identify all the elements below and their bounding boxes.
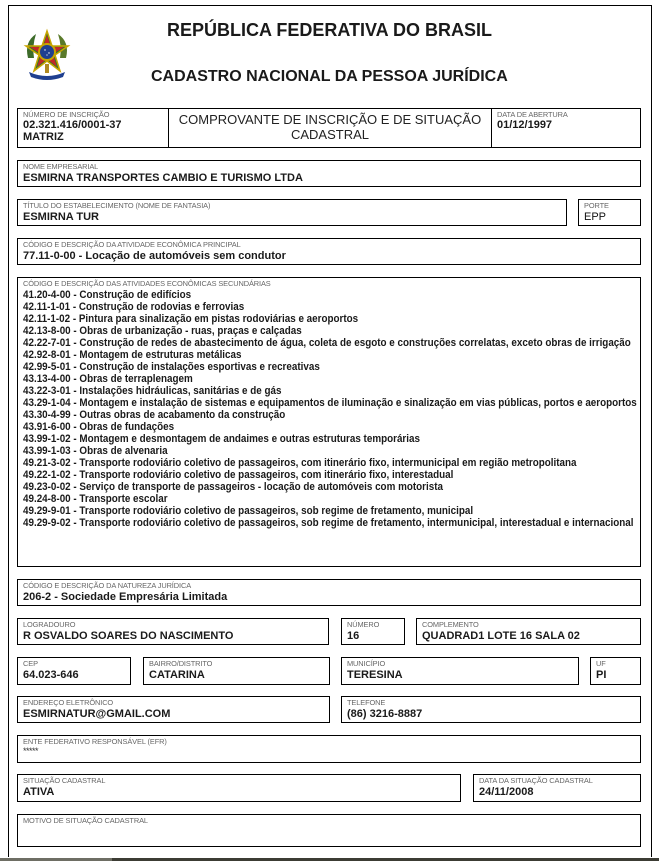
atividade-secundaria-item: 41.20-4-00 - Construção de edifícios — [23, 289, 192, 301]
situacao-cadastral-value: ATIVA — [23, 786, 55, 798]
atividade-secundaria-item: 42.92-8-01 - Montagem de estruturas metálicas — [23, 349, 242, 361]
porte-value: EPP — [584, 211, 607, 223]
complemento-field — [416, 618, 641, 645]
atividade-secundaria-item: 43.30-4-99 - Outras obras de acabamento da construção — [23, 409, 286, 421]
numero-label: NÚMERO — [347, 620, 380, 629]
titulo-estabelecimento-field — [17, 199, 567, 226]
numero-inscricao-value: 02.321.416/0001-37 — [23, 119, 122, 131]
situacao-cadastral-label: SITUAÇÃO CADASTRAL — [23, 776, 106, 785]
atividade-secundaria-item: 43.29-1-04 - Montagem e instalação de sistemas e equipamentos de iluminação e sinalização em vias públicas, portos e aeroportos — [23, 397, 637, 409]
atividade-secundaria-item: 42.22-7-01 - Construção de redes de abastecimento de água, coleta de esgoto e construções correlatas, exceto obras de irrigação — [23, 337, 631, 349]
cep-value: 64.023-646 — [23, 669, 79, 681]
email-field — [17, 696, 330, 723]
bairro-value: CATARINA — [149, 669, 205, 681]
complemento-value: QUADRAD1 LOTE 16 SALA 02 — [422, 630, 580, 642]
telefone-field — [341, 696, 641, 723]
atividade-secundaria-item: 49.22-1-02 - Transporte rodoviário coletivo de passageiros, com itinerário fixo, interestadual — [23, 469, 454, 481]
data-abertura-value: 01/12/1997 — [497, 119, 553, 131]
atividade-secundaria-item: 42.11-1-02 - Pintura para sinalização em pistas rodoviárias e aeroportos — [23, 313, 359, 325]
atividade-secundaria-item: 49.23-0-02 - Serviço de transporte de passageiros - locação de automóveis com motorista — [23, 481, 443, 493]
logradouro-label: LOGRADOURO — [23, 620, 76, 629]
atividade-secundaria-item: 43.13-4-00 - Obras de terraplenagem — [23, 373, 193, 385]
nome-empresarial-value: ESMIRNA TRANSPORTES CAMBIO E TURISMO LTDA — [23, 172, 303, 184]
data-abertura-field — [491, 108, 641, 148]
atividades-secundarias-list — [23, 289, 642, 529]
page-subtitle: CADASTRO NACIONAL DA PESSOA JURÍDICA — [151, 68, 508, 85]
telefone-label: TELEFONE — [347, 698, 386, 707]
titulo-estabelecimento-label: TÍTULO DO ESTABELECIMENTO (NOME DE FANTASIA) — [23, 201, 211, 210]
atividade-principal-value: 77.11-0-00 - Locação de automóveis sem condutor — [23, 250, 286, 262]
porte-field — [578, 199, 641, 226]
efr-label: ENTE FEDERATIVO RESPONSÁVEL (EFR) — [23, 737, 167, 746]
natureza-juridica-value: 206-2 - Sociedade Empresária Limitada — [23, 591, 228, 603]
uf-label: UF — [596, 659, 606, 668]
motivo-situacao-label: MOTIVO DE SITUAÇÃO CADASTRAL — [23, 816, 148, 825]
natureza-juridica-field — [17, 579, 641, 606]
email-value: ESMIRNATUR@GMAIL.COM — [23, 708, 171, 720]
document-title-line1: COMPROVANTE DE INSCRIÇÃO E DE SITUAÇÃO — [178, 112, 482, 127]
situacao-cadastral-field — [17, 774, 461, 802]
atividade-principal-label: CÓDIGO E DESCRIÇÃO DA ATIVIDADE ECONÔMICA PRINCIPAL — [23, 240, 241, 249]
atividade-secundaria-item: 49.21-3-02 - Transporte rodoviário coletivo de passageiros, com itinerário fixo, intermunicipal em região metropolitana — [23, 457, 577, 469]
document-title-line2: CADASTRAL — [290, 127, 370, 142]
atividade-secundaria-item: 43.99-1-03 - Obras de alvenaria — [23, 445, 168, 457]
cep-field — [17, 657, 131, 685]
atividade-secundaria-item: 49.29-9-01 - Transporte rodoviário coletivo de passageiros, sob regime de fretamento, municipal — [23, 505, 474, 517]
brazil-coat-of-arms-icon — [22, 28, 72, 83]
atividades-secundarias-label: CÓDIGO E DESCRIÇÃO DAS ATIVIDADES ECONÔMICAS SECUNDÁRIAS — [23, 279, 271, 288]
efr-value: ***** — [23, 746, 39, 756]
atividade-secundaria-item: 43.91-6-00 - Obras de fundações — [23, 421, 175, 433]
municipio-label: MUNICÍPIO — [347, 659, 386, 668]
atividade-secundaria-item: 49.29-9-02 - Transporte rodoviário coletivo de passageiros, sob regime de fretamento, intermunicipal, interestadual e internacional — [23, 517, 634, 529]
atividade-principal-field — [17, 238, 641, 265]
uf-value: PI — [596, 669, 607, 681]
nome-empresarial-label: NOME EMPRESARIAL — [23, 162, 99, 171]
porte-label: PORTE — [584, 201, 609, 210]
cep-label: CEP — [23, 659, 38, 668]
nome-empresarial-field — [17, 160, 641, 187]
atividade-secundaria-item: 42.11-1-01 - Construção de rodovias e ferrovias — [23, 301, 245, 313]
page-title: REPÚBLICA FEDERATIVA DO BRASIL — [167, 20, 493, 40]
logradouro-value: R OSVALDO SOARES DO NASCIMENTO — [23, 630, 234, 642]
atividade-secundaria-item: 43.22-3-01 - Instalações hidráulicas, sanitárias e de gás — [23, 385, 282, 397]
motivo-situacao-field — [17, 814, 641, 847]
bairro-label: BAIRRO/DISTRITO — [149, 659, 213, 668]
bairro-field — [143, 657, 330, 685]
numero-value: 16 — [347, 630, 360, 642]
data-situacao-value: 24/11/2008 — [479, 786, 534, 798]
municipio-value: TERESINA — [347, 669, 403, 681]
telefone-value: (86) 3216-8887 — [347, 708, 423, 720]
municipio-field — [341, 657, 579, 685]
numero-field — [341, 618, 405, 645]
email-label: ENDEREÇO ELETRÔNICO — [23, 698, 114, 707]
numero-inscricao-field — [17, 108, 169, 148]
data-situacao-label: DATA DA SITUAÇÃO CADASTRAL — [479, 776, 593, 785]
atividade-secundaria-item: 43.99-1-02 - Montagem e desmontagem de andaimes e outras estruturas temporárias — [23, 433, 420, 445]
atividades-secundarias-field — [17, 277, 641, 567]
efr-field — [17, 735, 641, 763]
numero-inscricao-label: NÚMERO DE INSCRIÇÃO — [23, 110, 110, 119]
atividade-secundaria-item: 49.24-8-00 - Transporte escolar — [23, 493, 168, 505]
data-situacao-field — [473, 774, 641, 802]
titulo-estabelecimento-value: ESMIRNA TUR — [23, 211, 99, 223]
document-title-box — [168, 108, 492, 148]
atividade-secundaria-item: 42.13-8-00 - Obras de urbanização - ruas, praças e calçadas — [23, 325, 302, 337]
complemento-label: COMPLEMENTO — [422, 620, 479, 629]
data-abertura-label: DATA DE ABERTURA — [497, 110, 568, 119]
logradouro-field — [17, 618, 329, 645]
atividade-secundaria-item: 42.99-5-01 - Construção de instalações esportivas e recreativas — [23, 361, 320, 373]
natureza-juridica-label: CÓDIGO E DESCRIÇÃO DA NATUREZA JURÍDICA — [23, 581, 192, 590]
tipo-estabelecimento-value: MATRIZ — [23, 131, 64, 143]
uf-field — [590, 657, 641, 685]
